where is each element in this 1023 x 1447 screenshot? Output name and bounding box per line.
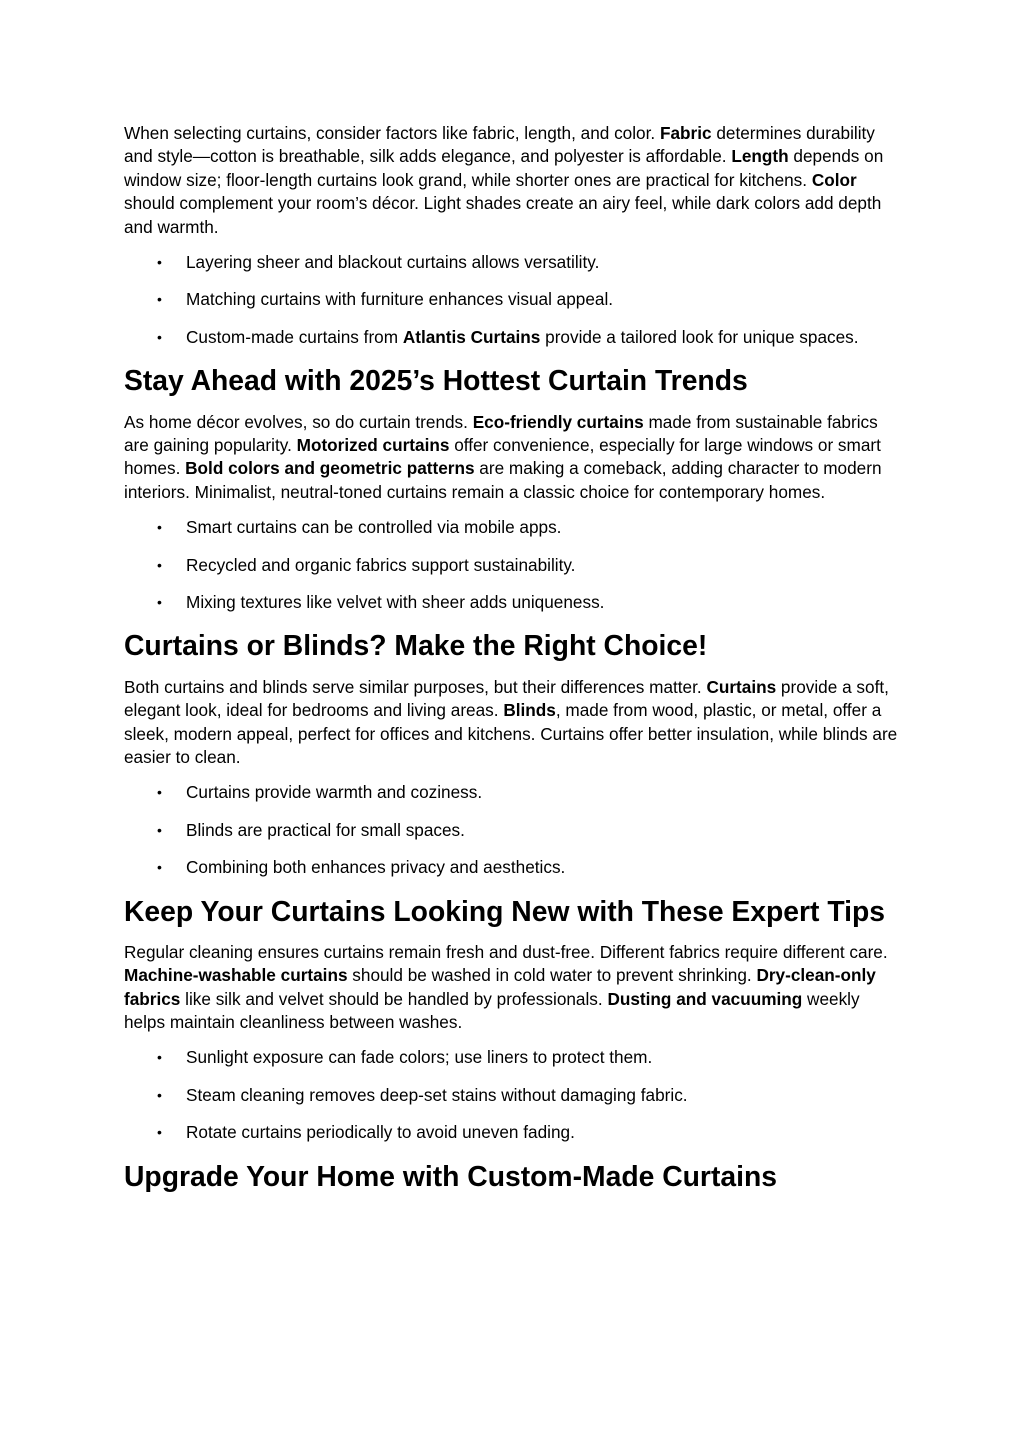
text-run: When selecting curtains, consider factors like fabric, length, and color. <box>124 123 660 143</box>
text-run: should be washed in cold water to prevent shrinking. <box>347 965 757 986</box>
list-item <box>124 326 904 349</box>
text-run: offer convenience, especially for large windows or smart homes. <box>124 434 881 479</box>
bold-text: Dry-clean-only fabrics <box>124 965 876 1009</box>
text-run: Regular cleaning ensures curtains remain fresh and dust-free. Different fabrics require different care. <box>124 941 888 962</box>
curtains-or-blinds-bullet-list <box>124 781 904 879</box>
text-run: Smart curtains can be controlled via mobile apps. <box>186 517 562 538</box>
list-item <box>124 288 904 311</box>
bullet-glyph: • <box>157 821 162 838</box>
bullet-glyph: • <box>157 784 162 801</box>
bullet-glyph: • <box>157 593 162 610</box>
text-run: Rotate curtains periodically to avoid uneven fading. <box>186 1122 575 1143</box>
text-run: are making a comeback, adding character to modern interiors. Minimalist, neutral-toned curtains remain a classic choice for contemporary homes. <box>124 458 882 502</box>
trends-bullet-list <box>124 516 904 614</box>
text-run: should complement your room’s décor. Light shades create an airy feel, while dark colors add depth and warmth. <box>124 193 882 237</box>
document-page <box>124 122 904 1206</box>
section-paragraph-care-tips <box>124 941 904 1035</box>
list-item <box>124 781 904 804</box>
bold-text: Length <box>731 146 789 167</box>
bold-text: Bold colors and geometric patterns <box>185 458 475 479</box>
list-item <box>124 856 904 879</box>
text-run: Sunlight exposure can fade colors; use liners to protect them. <box>186 1047 653 1068</box>
text-run: weekly helps maintain cleanliness between washes. <box>124 988 860 1033</box>
bold-text: Machine-washable curtains <box>124 965 348 986</box>
bullet-glyph: • <box>157 254 162 271</box>
text-run: Layering sheer and blackout curtains allows versatility. <box>186 252 600 273</box>
section-heading-custom-made: Upgrade Your Home with Custom-Made Curtains <box>124 1159 777 1192</box>
bold-text: Motorized curtains <box>296 434 450 455</box>
bullet-glyph: • <box>157 328 162 345</box>
text-run: Blinds are practical for small spaces. <box>186 819 465 840</box>
list-item <box>124 554 904 577</box>
intro-paragraph <box>124 122 904 239</box>
text-run: , made from wood, plastic, or metal, offer a sleek, modern appeal, perfect for offices and kitchens. Curtains offer better insulation, while blinds are easier to clean. <box>124 700 898 767</box>
text-run: Curtains provide warmth and coziness. <box>186 782 483 803</box>
list-item <box>124 819 904 842</box>
text-run: made from sustainable fabrics are gaining popularity. <box>124 411 878 455</box>
bullet-glyph: • <box>157 556 162 573</box>
section-paragraph-curtains-or-blinds <box>124 676 904 770</box>
bold-text: Atlantis Curtains <box>402 326 541 347</box>
bullet-glyph: • <box>157 1086 162 1103</box>
bold-text: Curtains <box>706 676 777 697</box>
text-run: provide a soft, elegant look, ideal for bedrooms and living areas. <box>124 676 889 721</box>
section-heading-trends: Stay Ahead with 2025’s Hottest Curtain Trends <box>124 364 748 397</box>
text-run: Steam cleaning removes deep-set stains without damaging fabric. <box>186 1084 688 1105</box>
text-run: Recycled and organic fabrics support sustainability. <box>186 554 576 575</box>
list-item <box>124 591 904 614</box>
bold-text: Fabric <box>659 123 712 143</box>
section-heading-care-tips: Keep Your Curtains Looking New with These Expert Tips <box>124 894 886 927</box>
bold-text: Dusting and vacuuming <box>607 988 803 1009</box>
bold-text: Color <box>811 169 857 190</box>
intro-bullet-list <box>124 251 904 349</box>
bullet-glyph: • <box>157 519 162 536</box>
list-item <box>124 1084 904 1107</box>
section-heading-curtains-or-blinds: Curtains or Blinds? Make the Right Choice! <box>124 629 708 662</box>
bullet-glyph: • <box>157 1124 162 1141</box>
list-item <box>124 1121 904 1144</box>
care-tips-bullet-list <box>124 1046 904 1144</box>
text-run: determines durability and style—cotton is breathable, silk adds elegance, and polyester is affordable. <box>124 123 875 167</box>
text-run: Custom-made curtains from <box>186 326 403 347</box>
list-item <box>124 1046 904 1069</box>
bullet-glyph: • <box>157 1049 162 1066</box>
text-run: Matching curtains with furniture enhances visual appeal. <box>186 289 614 310</box>
text-run: Mixing textures like velvet with sheer adds uniqueness. <box>186 591 605 612</box>
bullet-glyph: • <box>157 859 162 876</box>
section-paragraph-trends <box>124 411 904 505</box>
bullet-glyph: • <box>157 291 162 308</box>
text-run: depends on window size; floor-length curtains look grand, while shorter ones are practical for kitchens. <box>124 146 884 190</box>
text-run: Combining both enhances privacy and aesthetics. <box>186 857 566 878</box>
text-run: provide a tailored look for unique spaces. <box>540 326 859 347</box>
list-item <box>124 251 904 274</box>
list-item <box>124 516 904 539</box>
text-run: like silk and velvet should be handled by professionals. <box>180 988 608 1009</box>
bold-text: Eco-friendly curtains <box>472 411 644 432</box>
text-run: As home décor evolves, so do curtain trends. <box>124 411 473 432</box>
bold-text: Blinds <box>503 700 556 721</box>
text-run: Both curtains and blinds serve similar purposes, but their differences matter. <box>124 676 707 697</box>
